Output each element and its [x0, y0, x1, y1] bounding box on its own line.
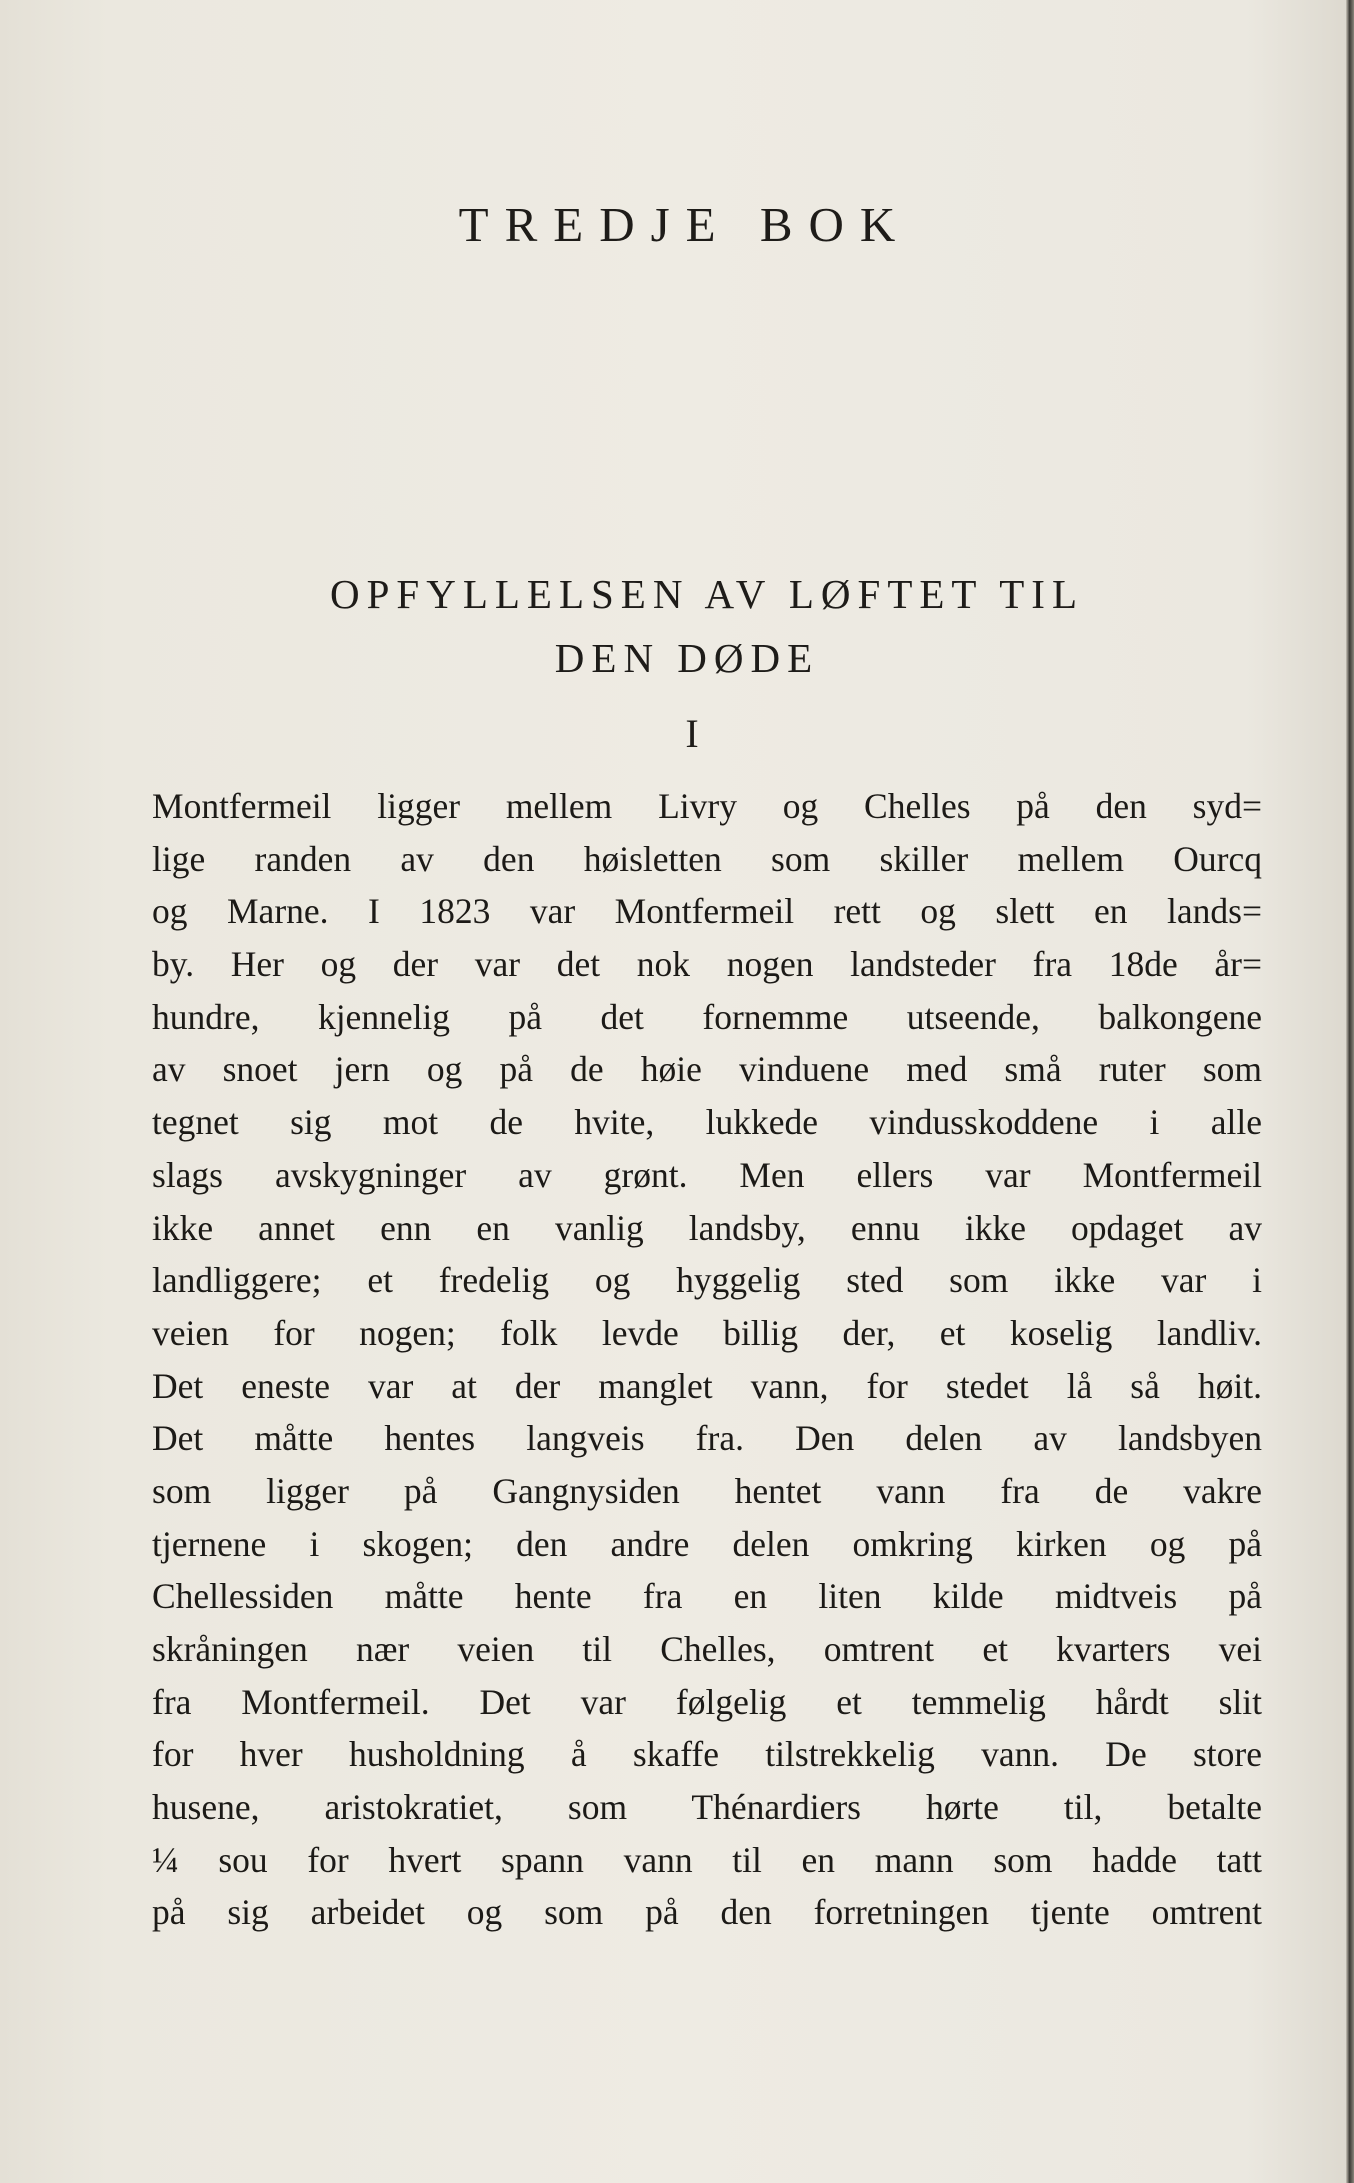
body-line: tegnet sig mot de hvite, lukkede vindusskoddene i alle: [152, 1102, 1262, 1143]
book-title: TREDJE BOK: [458, 197, 912, 252]
body-line: Det måtte hentes langveis fra. Den delen av landsbyen: [152, 1418, 1262, 1459]
body-line: for hver husholdning å skaffe tilstrekkelig vann. De store: [152, 1734, 1262, 1775]
body-line: Montfermeil ligger mellem Livry og Chelles på den syd=: [152, 786, 1262, 826]
body-line: tjernene i skogen; den andre delen omkring kirken og på: [152, 1523, 1262, 1564]
body-line: som ligger på Gangnysiden hentet vann fra de vakre: [152, 1470, 1262, 1511]
chapter-number: I: [685, 711, 699, 756]
body-line: landliggere; et fredelig og hyggelig sted som ikke var i: [152, 1260, 1262, 1301]
body-line: by. Her og der var det nok nogen landsteder fra 18de år=: [152, 944, 1262, 985]
body-text: [152, 780, 1262, 1939]
body-line: fra Montfermeil. Det var følgelig et temmelig hårdt slit: [152, 1681, 1262, 1722]
body-line: ¼ sou for hvert spann vann til en mann som hadde tatt: [152, 1839, 1262, 1880]
section-title-line-2: DEN DØDE: [554, 635, 820, 681]
body-line: hundre, kjennelig på det fornemme utseende, balkongene: [152, 996, 1262, 1037]
body-line: lige randen av den høisletten som skiller mellem Ourcq: [152, 838, 1262, 879]
body-line: slags avskygninger av grønt. Men ellers var Montfermeil: [152, 1154, 1262, 1195]
body-line: på sig arbeidet og som på den forretningen tjente omtrent: [152, 1892, 1262, 1933]
body-line: skråningen nær veien til Chelles, omtrent et kvarters vei: [152, 1629, 1262, 1669]
body-line: veien for nogen; folk levde billig der, et koselig landliv.: [152, 1312, 1262, 1353]
body-line: og Marne. I 1823 var Montfermeil rett og slett en lands=: [152, 891, 1262, 932]
body-line: husene, aristokratiet, som Thénardiers hørte til, betalte: [152, 1787, 1262, 1828]
body-line: av snoet jern og på de høie vinduene med små ruter som: [152, 1049, 1262, 1090]
body-line: Chellessiden måtte hente fra en liten kilde midtveis på: [152, 1576, 1262, 1617]
body-line: ikke annet enn en vanlig landsby, ennu ikke opdaget av: [152, 1207, 1262, 1248]
body-line: Det eneste var at der manglet vann, for stedet lå så høit.: [152, 1365, 1262, 1406]
page-edge: [1346, 0, 1354, 2183]
section-title-line-1: OPFYLLELSEN AV LØFTET TIL: [330, 571, 1084, 617]
